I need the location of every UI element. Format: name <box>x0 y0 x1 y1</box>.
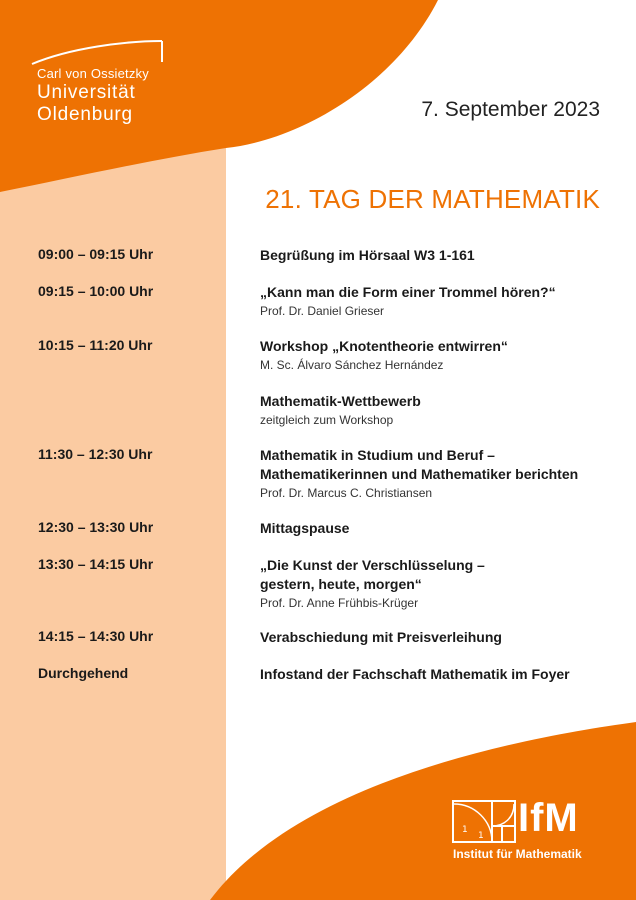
schedule-title: Infostand der Fachschaft Mathematik im Foyer <box>260 666 570 682</box>
schedule-title: Workshop „Knotentheorie entwirren“ <box>260 338 508 354</box>
event-title: 21. TAG DER MATHEMATIK <box>265 184 600 214</box>
schedule-content <box>260 628 620 647</box>
schedule-time: 14:15 – 14:30 Uhr <box>38 628 154 644</box>
institute-name: Institut für Mathematik <box>453 847 582 861</box>
schedule-time: 11:30 – 12:30 Uhr <box>38 446 153 462</box>
event-date: 7. September 2023 <box>421 98 600 121</box>
schedule-time: 13:30 – 14:15 Uhr <box>38 556 154 572</box>
schedule-row <box>0 392 636 446</box>
schedule-content <box>260 446 620 501</box>
schedule-row <box>0 283 636 337</box>
schedule-row <box>0 519 636 556</box>
schedule-time: Durchgehend <box>38 665 129 681</box>
schedule-row <box>0 665 636 702</box>
svg-text:1: 1 <box>462 825 468 835</box>
schedule-speaker: Prof. Dr. Marcus C. Christiansen <box>260 486 433 500</box>
schedule-content <box>260 519 620 538</box>
schedule-title: Mathematik-Wettbewerb <box>260 393 421 409</box>
schedule-content <box>260 246 620 265</box>
schedule-content <box>260 556 510 611</box>
schedule-title: Verabschiedung mit Preisverleihung <box>260 629 502 645</box>
schedule-title: Mittagspause <box>260 520 350 536</box>
schedule-title: „Kann man die Form einer Trommel hören?“ <box>260 284 556 300</box>
schedule-content <box>260 283 620 319</box>
university-name-line1: Carl von Ossietzky <box>37 66 149 81</box>
schedule-row <box>0 446 636 519</box>
schedule-time: 12:30 – 13:30 Uhr <box>38 519 154 535</box>
svg-text:1: 1 <box>478 831 484 841</box>
schedule-note: zeitgleich zum Workshop <box>260 413 394 427</box>
golden-ratio-spiral-icon <box>452 800 516 844</box>
schedule-row <box>0 337 636 392</box>
university-logo <box>30 38 200 130</box>
schedule-title: Mathematik in Studium und Beruf – Mathematikerinnen und Mathematiker berichten <box>260 447 579 482</box>
schedule-content <box>260 665 620 684</box>
schedule-content <box>260 337 620 373</box>
schedule-speaker: M. Sc. Álvaro Sánchez Hernández <box>260 358 444 372</box>
university-name-line3: Oldenburg <box>37 104 133 125</box>
schedule-time: 09:15 – 10:00 Uhr <box>38 283 154 299</box>
schedule-time: 10:15 – 11:20 Uhr <box>38 337 153 353</box>
university-name-line2: Universität <box>37 82 136 103</box>
institute-abbreviation: IfM <box>518 796 579 840</box>
schedule-speaker: Prof. Dr. Daniel Grieser <box>260 304 385 318</box>
schedule-row <box>0 628 636 665</box>
schedule <box>0 246 636 702</box>
schedule-row <box>0 556 636 628</box>
schedule-title: „Die Kunst der Verschlüsselung – gestern, heute, morgen“ <box>260 557 485 592</box>
schedule-time: 09:00 – 09:15 Uhr <box>38 246 154 262</box>
schedule-row <box>0 246 636 283</box>
schedule-speaker: Prof. Dr. Anne Frühbis-Krüger <box>260 596 419 610</box>
schedule-content <box>260 392 620 428</box>
university-logo-arc-icon <box>30 38 200 68</box>
institute-logo <box>452 796 602 870</box>
schedule-title: Begrüßung im Hörsaal W3 1-161 <box>260 247 475 263</box>
